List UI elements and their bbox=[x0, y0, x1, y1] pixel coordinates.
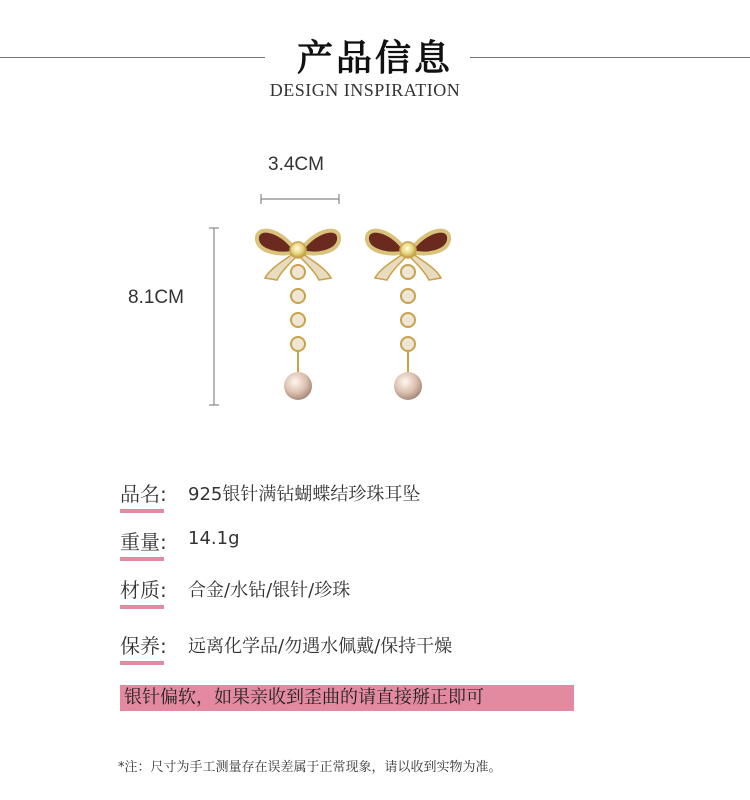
care-value: 远离化学品/勿遇水佩戴/保持干燥 bbox=[188, 636, 453, 657]
name-label: 品名: bbox=[120, 478, 164, 507]
care-label-underline bbox=[120, 661, 164, 665]
footnote: *注：尺寸为手工测量存在误差属于正常现象，请以收到实物为准。 bbox=[118, 760, 502, 775]
page-title: 产品信息 bbox=[296, 38, 453, 79]
height-dimension-label: 8.1CM bbox=[128, 287, 184, 308]
material-label: 材质: bbox=[120, 574, 164, 603]
width-dimension-line bbox=[255, 192, 345, 206]
page-subtitle: DESIGN INSPIRATION bbox=[269, 80, 461, 100]
width-dimension-label: 3.4CM bbox=[268, 154, 324, 175]
weight-label-underline bbox=[120, 557, 164, 561]
care-label: 保养: bbox=[120, 630, 164, 659]
warning-banner: 银针偏软，如果亲收到歪曲的请直接掰正即可 bbox=[120, 685, 574, 711]
weight-label: 重量: bbox=[120, 526, 164, 555]
weight-value: 14.1g bbox=[188, 528, 240, 549]
name-value: 925银针满钻蝴蝶结珍珠耳坠 bbox=[188, 484, 421, 505]
name-label-underline bbox=[120, 509, 164, 513]
material-label-underline bbox=[120, 605, 164, 609]
material-value: 合金/水钻/银针/珍珠 bbox=[188, 580, 351, 601]
earrings-product-image bbox=[245, 220, 465, 410]
height-dimension-line bbox=[206, 222, 222, 412]
